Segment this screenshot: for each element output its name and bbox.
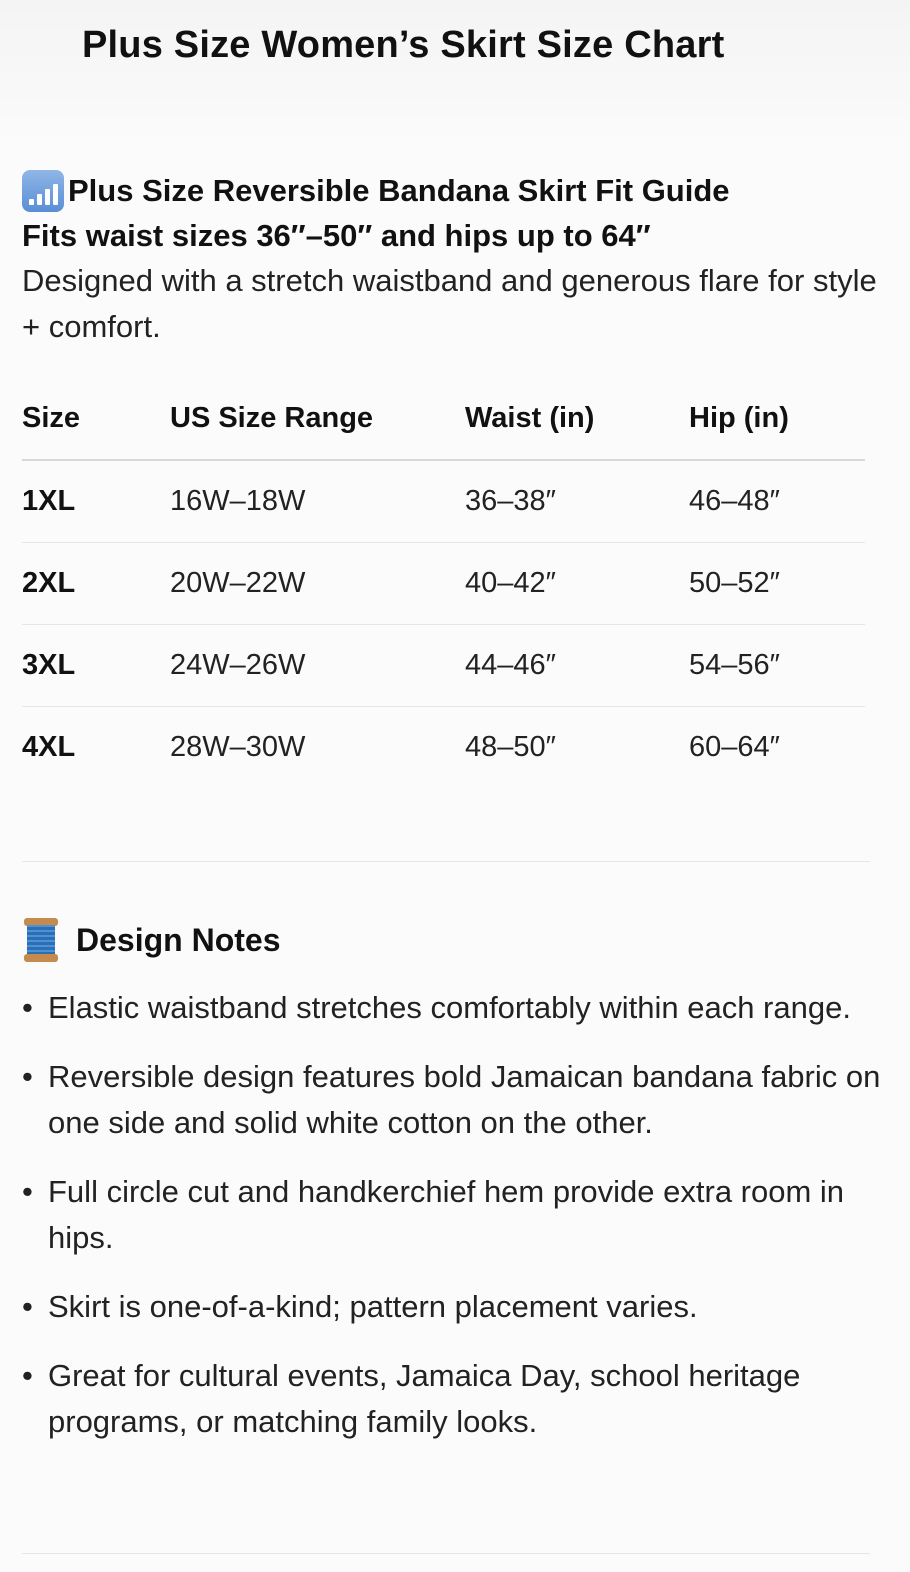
list-item: [22, 1169, 882, 1261]
size-cell: 4XL: [22, 730, 76, 763]
guide-description: Designed with a stretch waistband and generous flare for style + comfort.: [22, 263, 877, 344]
bottom-divider: [22, 1553, 870, 1554]
bullet: •: [22, 1059, 33, 1094]
design-notes-list: [22, 985, 882, 1468]
list-item-text: Skirt is one-of-a-kind; pattern placement varies.: [48, 1289, 698, 1324]
waist-cell: 48–50″: [465, 730, 556, 763]
us-size-range-cell: 20W–22W: [170, 542, 465, 624]
page-title: Plus Size Women’s Skirt Size Chart: [82, 24, 725, 66]
table-row: [22, 624, 865, 706]
column-header-hip: Hip (in): [689, 378, 865, 460]
guide-heading-text: Plus Size Reversible Bandana Skirt Fit Guide: [68, 173, 730, 208]
hip-cell: 60–64″: [689, 730, 780, 763]
bullet: •: [22, 1289, 33, 1324]
bar-chart-icon: [22, 170, 64, 212]
list-item-text: Elastic waistband stretches comfortably within each range.: [48, 990, 851, 1025]
size-cell: 2XL: [22, 542, 170, 624]
fits-line: Fits waist sizes 36″–50″ and hips up to 64″: [22, 218, 651, 253]
list-item: [22, 1054, 882, 1146]
list-item: [22, 1353, 882, 1445]
design-notes-heading: [22, 918, 280, 962]
waist-cell: 44–46″: [465, 624, 689, 706]
size-cell: 3XL: [22, 624, 170, 706]
design-notes-heading-text: Design Notes: [76, 921, 281, 958]
thread-spool-icon: [22, 918, 60, 962]
guide-heading: [22, 170, 882, 212]
waist-cell: 40–42″: [465, 542, 689, 624]
column-header-size: Size: [22, 378, 170, 460]
section-divider: [22, 861, 870, 862]
hip-cell: 54–56″: [689, 624, 865, 706]
bullet: •: [22, 1174, 33, 1209]
us-size-range-cell: 28W–30W: [170, 730, 306, 763]
size-chart-table: [22, 378, 865, 788]
table-header-row: [22, 378, 865, 460]
list-item-text: Full circle cut and handkerchief hem provide extra room in hips.: [48, 1174, 845, 1255]
bullet: •: [22, 990, 33, 1025]
list-item-text: Great for cultural events, Jamaica Day, school heritage programs, or matching family looks.: [48, 1358, 801, 1439]
top-banner: [0, 0, 910, 150]
table-row: [22, 460, 865, 542]
bullet: •: [22, 1358, 33, 1393]
hip-cell: 50–52″: [689, 542, 865, 624]
us-size-range-cell: 24W–26W: [170, 624, 465, 706]
size-cell: 1XL: [22, 460, 170, 542]
column-header-us-size-range: US Size Range: [170, 378, 465, 460]
hip-cell: 46–48″: [689, 460, 865, 542]
list-item: [22, 985, 882, 1031]
column-header-waist: Waist (in): [465, 378, 689, 460]
us-size-range-cell: 16W–18W: [170, 460, 465, 542]
table-row: [22, 706, 865, 788]
table-row: [22, 542, 865, 624]
waist-cell: 36–38″: [465, 460, 689, 542]
list-item-text: Reversible design features bold Jamaican bandana fabric on one side and solid white cotton on the other.: [48, 1059, 881, 1140]
list-item: [22, 1284, 882, 1330]
